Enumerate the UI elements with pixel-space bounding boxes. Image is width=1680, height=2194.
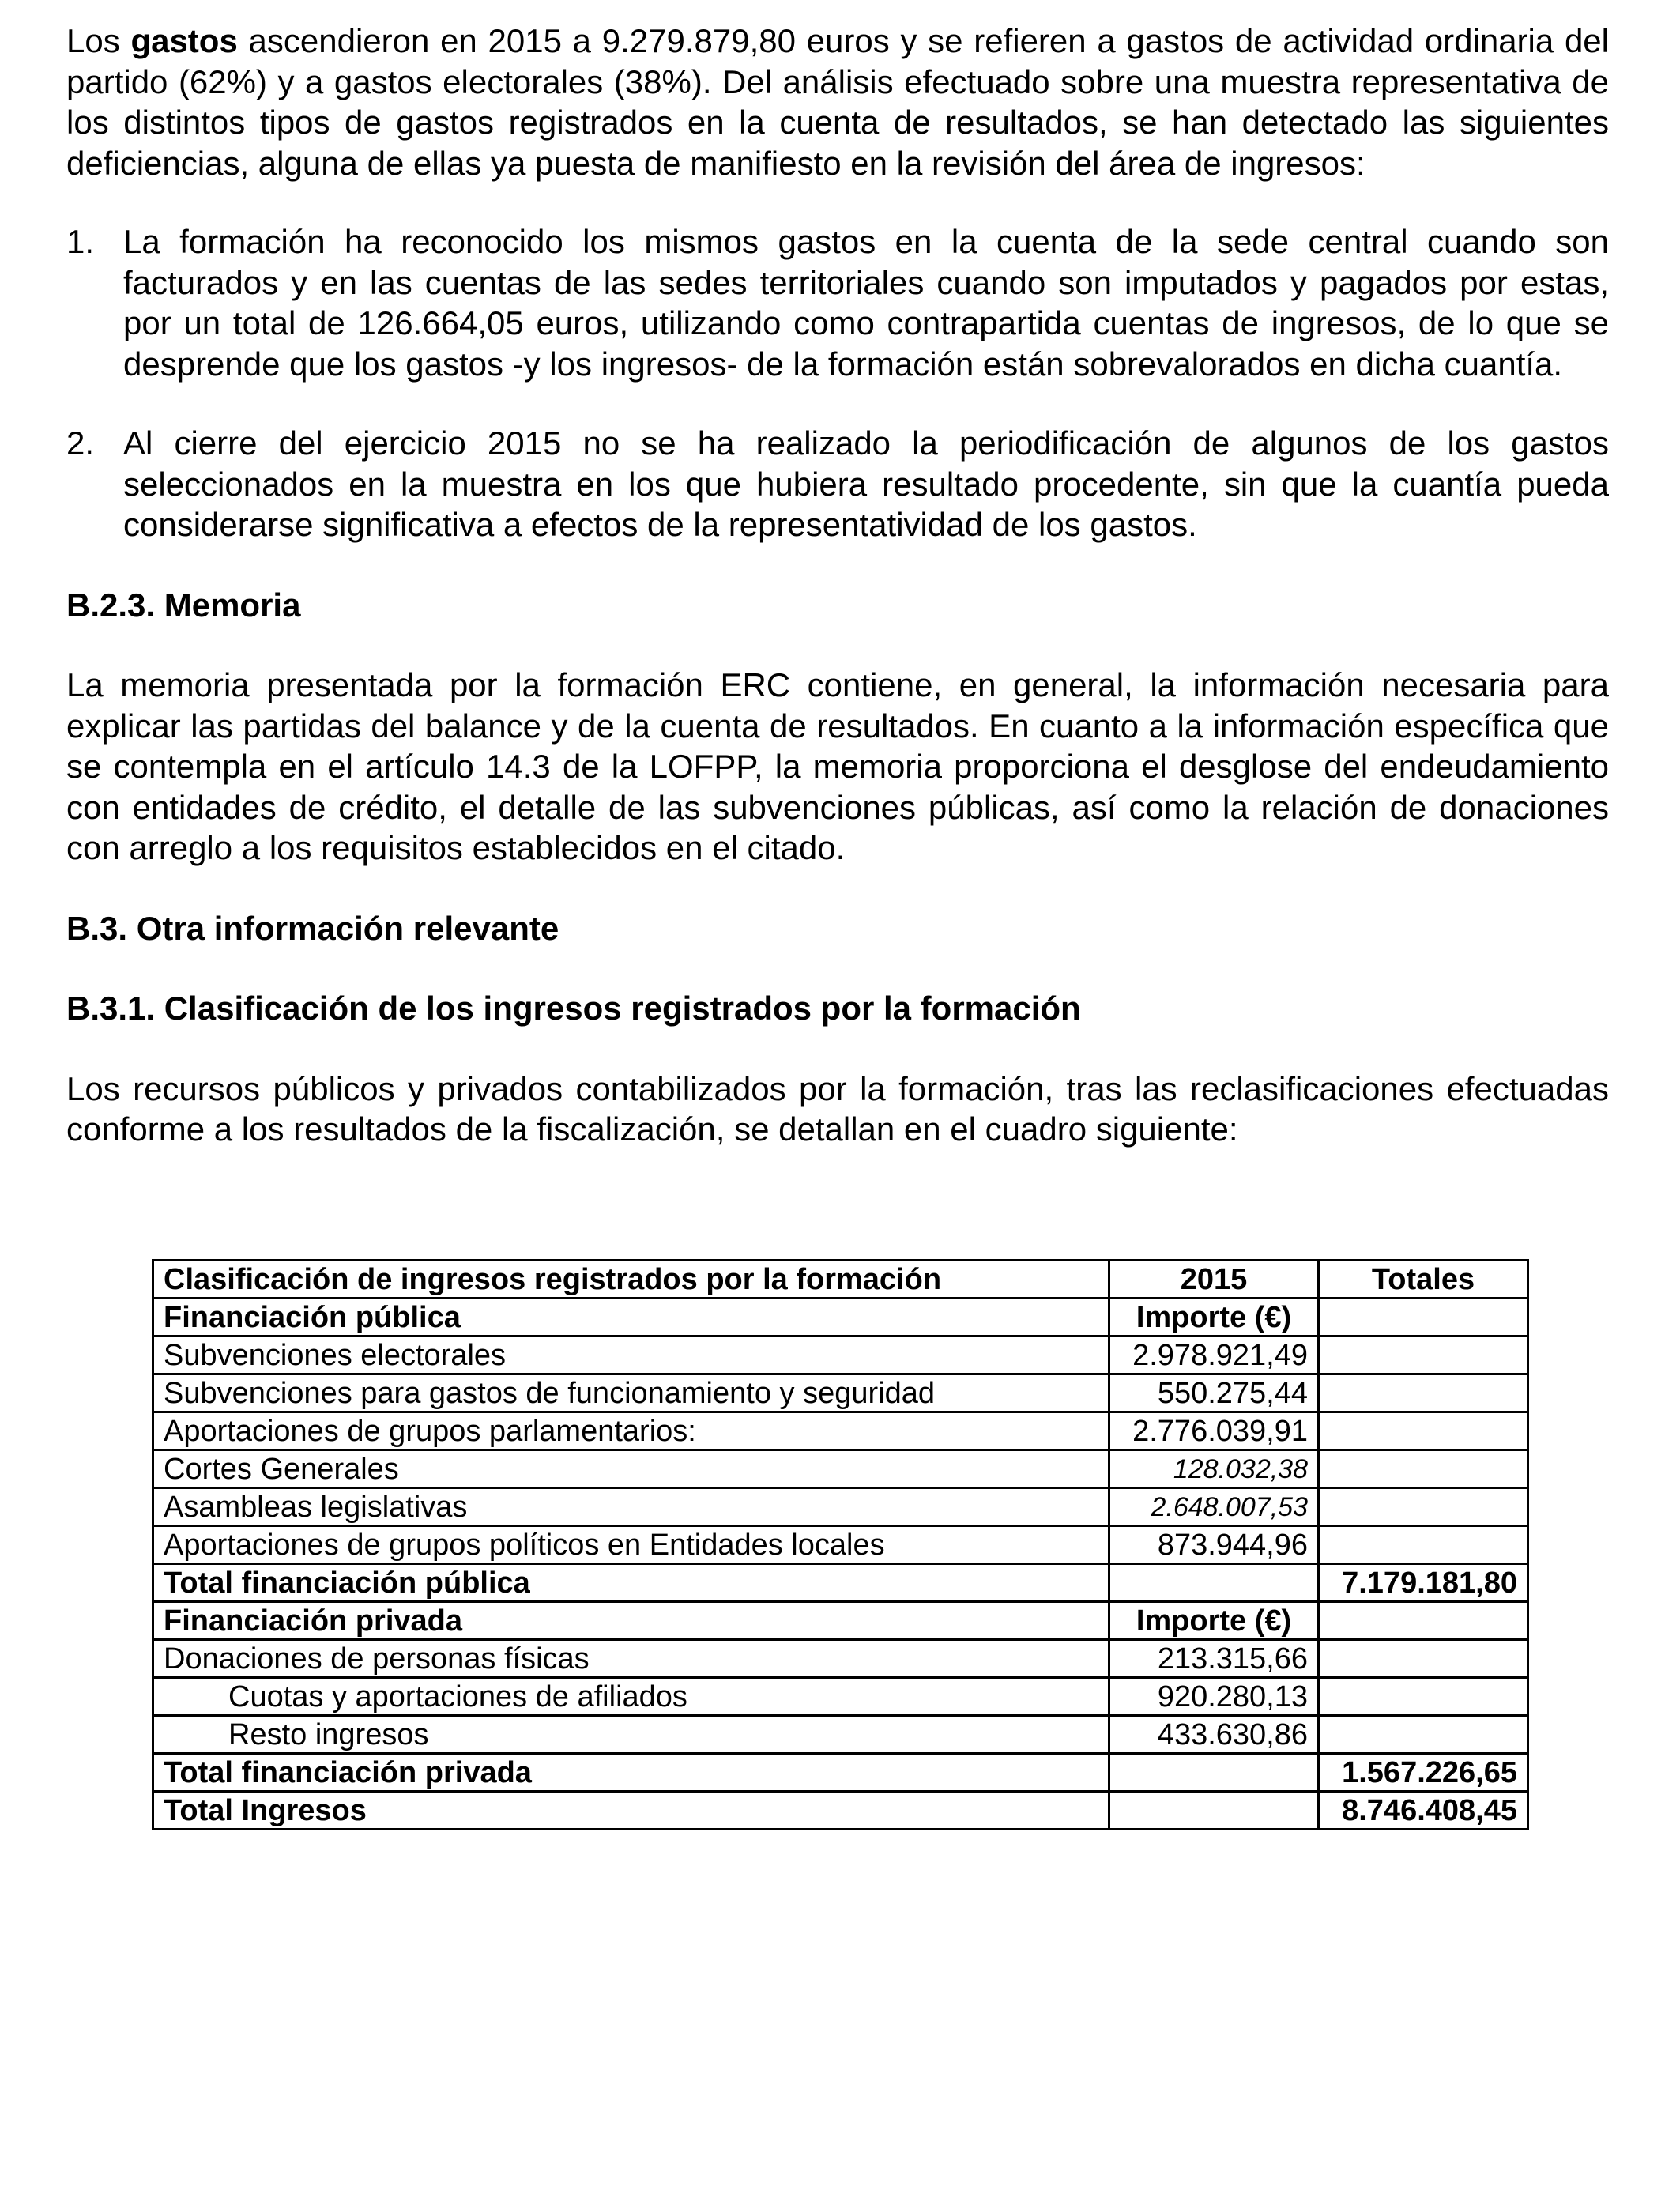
row-value: 433.630,86 bbox=[1109, 1716, 1319, 1754]
row-value: 2.978.921,49 bbox=[1109, 1336, 1319, 1374]
table-row bbox=[153, 1374, 1528, 1412]
section-label: Financiación privada bbox=[153, 1602, 1109, 1640]
document-page bbox=[66, 21, 1609, 1150]
list-number: 1. bbox=[66, 223, 95, 260]
table-row bbox=[153, 1450, 1528, 1488]
intro-pre: Los bbox=[66, 22, 131, 59]
grand-total-row bbox=[153, 1792, 1528, 1830]
heading-b31: B.3.1. Clasificación de los ingresos registrados por la formación bbox=[66, 990, 1081, 1027]
row-label: Aportaciones de grupos parlamentarios: bbox=[153, 1412, 1109, 1450]
row-label: Cuotas y aportaciones de afiliados bbox=[153, 1678, 1109, 1716]
intro-post: ascendieron en 2015 a 9.279.879,80 euros y se refieren a gastos de actividad ordinaria del partido (62%) y a gastos electorales (38%). Del análisis efectuado sobre una muestra representativa de los distintos tipos de gastos registrados en la cuenta de resultados, se han detectado las siguientes deficiencias, alguna de ellas ya puesta de manifiesto en la revisión del área de ingresos: bbox=[66, 22, 1609, 182]
list-text: Al cierre del ejercicio 2015 no se ha realizado la periodificación de algunos de los gastos seleccionados en la muestra en los que hubiera resultado procedente, sin que la cuantía pueda considerarse significativa a efectos de la representatividad de los gastos. bbox=[123, 424, 1609, 543]
importe-label: Importe (€) bbox=[1109, 1299, 1319, 1336]
total-label: Total financiación privada bbox=[153, 1754, 1109, 1792]
row-label: Subvenciones para gastos de funcionamiento y seguridad bbox=[153, 1374, 1109, 1412]
table-row bbox=[153, 1526, 1528, 1564]
heading-b3: B.3. Otra información relevante bbox=[66, 909, 559, 947]
row-value: 213.315,66 bbox=[1109, 1640, 1319, 1678]
table-row bbox=[153, 1299, 1528, 1336]
grand-total-value: 8.746.408,45 bbox=[1319, 1792, 1528, 1830]
row-label: Donaciones de personas físicas bbox=[153, 1640, 1109, 1678]
intro-paragraph bbox=[66, 21, 1609, 183]
table-row bbox=[153, 1336, 1528, 1374]
total-row bbox=[153, 1754, 1528, 1792]
row-label: Subvenciones electorales bbox=[153, 1336, 1109, 1374]
importe-label: Importe (€) bbox=[1109, 1602, 1319, 1640]
grand-total-label: Total Ingresos bbox=[153, 1792, 1109, 1830]
memoria-paragraph: La memoria presentada por la formación ERC contiene, en general, la información necesaria para explicar las partidas del balance y de la cuenta de resultados. En cuanto a la información específica que se contempla en el artículo 14.3 de la LOFPP, la memoria proporciona el desglose del endeudamiento con entidades de crédito, el detalle de las subvenciones públicas, así como la relación de donaciones con arreglo a los requisitos establecidos en el citado. bbox=[66, 666, 1609, 866]
income-table bbox=[152, 1259, 1529, 1830]
table-row bbox=[153, 1488, 1528, 1526]
table-row bbox=[153, 1716, 1528, 1754]
header-cell: 2015 bbox=[1109, 1261, 1319, 1299]
list-text: La formación ha reconocido los mismos gastos en la cuenta de la sede central cuando son facturados y en las cuentas de las sedes territoriales cuando son imputados y pagados por estas, por un total de 126.664,05 euros, utilizando como contrapartida cuentas de ingresos, de lo que se desprende que los gastos -y los ingresos- de la formación están sobrevalorados en dicha cuantía. bbox=[123, 223, 1609, 383]
row-value: 873.944,96 bbox=[1109, 1526, 1319, 1564]
total-value: 7.179.181,80 bbox=[1319, 1564, 1528, 1602]
intro-bold-word: gastos bbox=[130, 22, 238, 59]
row-value: 550.275,44 bbox=[1109, 1374, 1319, 1412]
list-number: 2. bbox=[66, 424, 95, 462]
row-value: 128.032,38 bbox=[1109, 1450, 1319, 1488]
header-cell: Totales bbox=[1319, 1261, 1528, 1299]
list-item bbox=[66, 221, 1609, 384]
header-cell: Clasificación de ingresos registrados por la formación bbox=[153, 1261, 1109, 1299]
table-row bbox=[153, 1412, 1528, 1450]
total-row bbox=[153, 1564, 1528, 1602]
row-value: 920.280,13 bbox=[1109, 1678, 1319, 1716]
table-row bbox=[153, 1602, 1528, 1640]
table-header-row bbox=[153, 1261, 1528, 1299]
row-label: Resto ingresos bbox=[153, 1716, 1109, 1754]
total-value: 1.567.226,65 bbox=[1319, 1754, 1528, 1792]
section-label: Financiación pública bbox=[153, 1299, 1109, 1336]
row-label: Cortes Generales bbox=[153, 1450, 1109, 1488]
recursos-paragraph: Los recursos públicos y privados contabilizados por la formación, tras las reclasificaciones efectuadas conforme a los resultados de la fiscalización, se detallan en el cuadro siguiente: bbox=[66, 1069, 1609, 1148]
table-row bbox=[153, 1678, 1528, 1716]
heading-b23: B.2.3. Memoria bbox=[66, 586, 301, 624]
row-label: Asambleas legislativas bbox=[153, 1488, 1109, 1526]
list-item bbox=[66, 423, 1609, 545]
row-label: Aportaciones de grupos políticos en Entidades locales bbox=[153, 1526, 1109, 1564]
row-value: 2.776.039,91 bbox=[1109, 1412, 1319, 1450]
total-label: Total financiación pública bbox=[153, 1564, 1109, 1602]
table-row bbox=[153, 1640, 1528, 1678]
row-value: 2.648.007,53 bbox=[1109, 1488, 1319, 1526]
